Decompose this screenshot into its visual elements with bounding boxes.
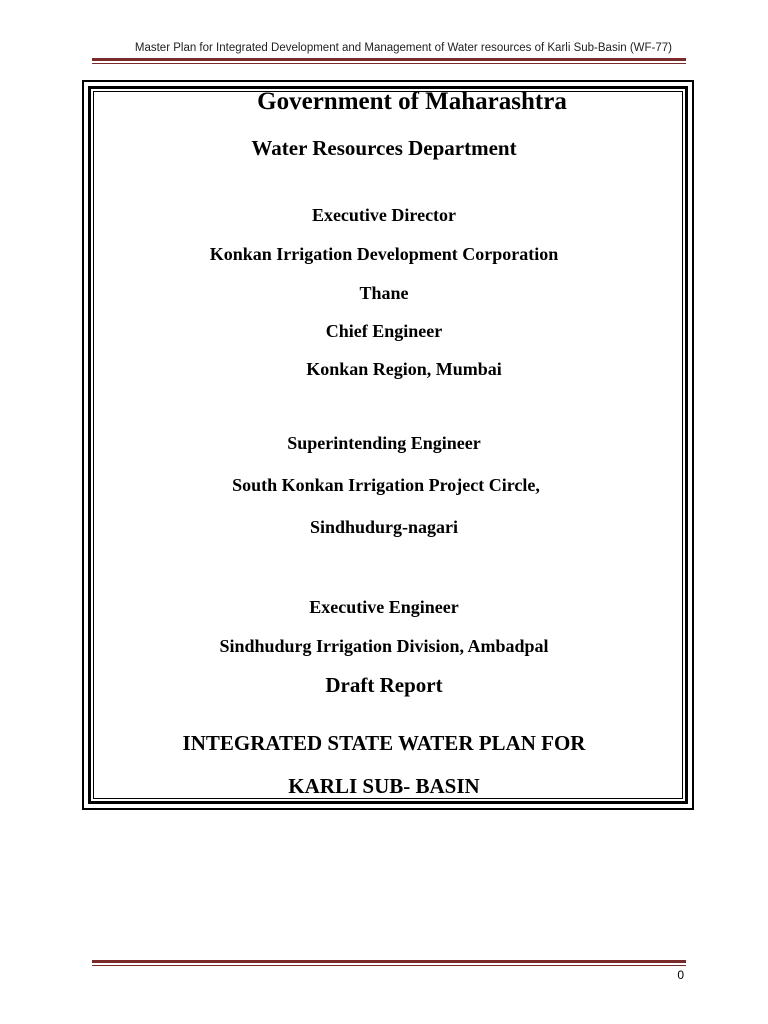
division-name: Sindhudurg Irrigation Division, Ambadpal (219, 636, 549, 656)
circle-location: Sindhudurg-nagari (309, 517, 459, 537)
chief-engineer-title: Chief Engineer (325, 321, 443, 341)
header-rule-thin (92, 63, 686, 64)
executive-engineer-title: Executive Engineer (309, 597, 459, 617)
plan-title-line-2: KARLI SUB- BASIN (288, 774, 480, 798)
report-type: Draft Report (325, 673, 443, 697)
page-number: 0 (677, 968, 684, 982)
executive-director-title: Executive Director (311, 205, 457, 225)
region-name: Konkan Region, Mumbai (306, 359, 502, 379)
city-name: Thane (359, 283, 409, 303)
government-title: Government of Maharashtra (257, 88, 567, 115)
superintending-engineer-title: Superintending Engineer (287, 433, 481, 453)
corporation-name: Konkan Irrigation Development Corporation (209, 244, 559, 264)
department-title: Water Resources Department (251, 136, 517, 160)
footer-rule-thick (92, 960, 686, 963)
circle-name: South Konkan Irrigation Project Circle, (232, 475, 540, 495)
running-header: Master Plan for Integrated Development and Management of Water resources of Karli Sub-Basin (WF-77) (134, 42, 672, 54)
header-rule-thick (92, 58, 686, 61)
footer-rule-thin (92, 965, 686, 966)
plan-title-line-1: INTEGRATED STATE WATER PLAN FOR (182, 731, 586, 755)
